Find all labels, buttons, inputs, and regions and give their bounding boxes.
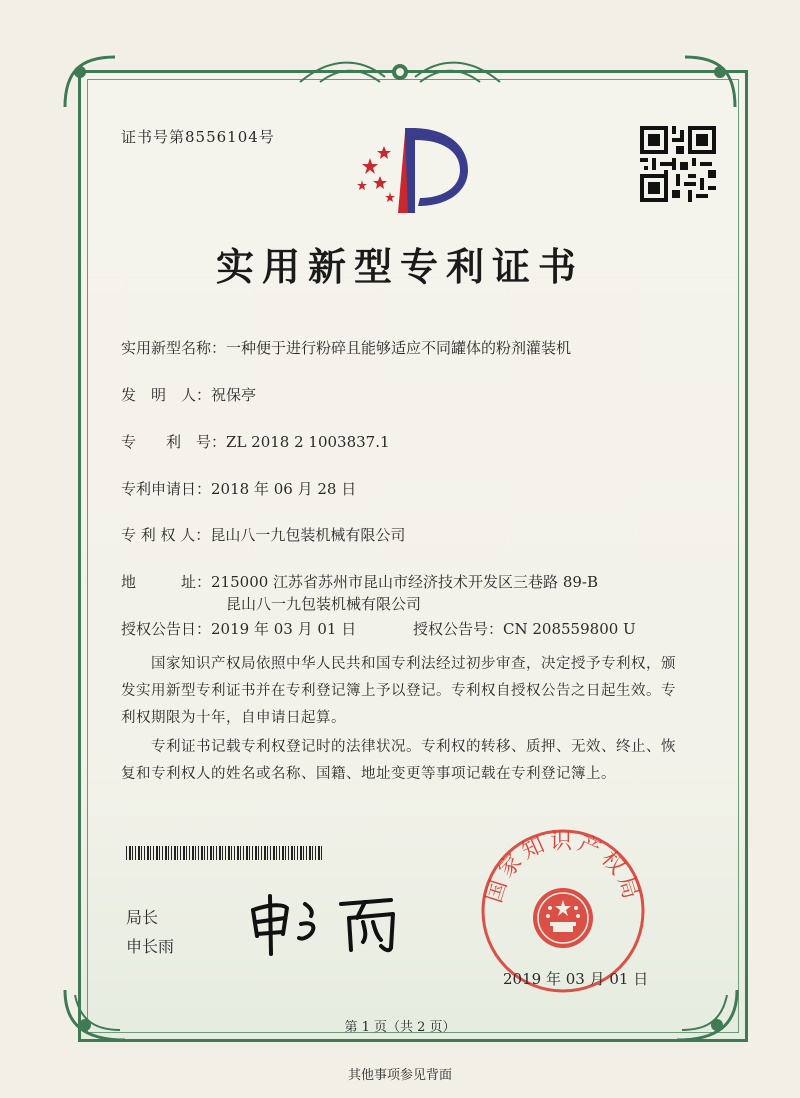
field-label: 授权公告日：	[121, 620, 212, 638]
svg-text:国家知识产权局: 国家知识产权局	[481, 829, 645, 906]
field-label: 发 明 人：	[121, 386, 212, 404]
barcode-icon	[126, 846, 322, 860]
field-value: ZL 2018 2 1003837.1	[226, 433, 390, 451]
corner-ornament-icon	[680, 52, 740, 112]
field-value: 祝保亭	[211, 386, 257, 404]
corner-ornament-icon	[672, 985, 742, 1045]
field-value: 一种便于进行粉碎且能够适应不同罐体的粉剂灌装机	[226, 339, 572, 357]
seal-date: 2019 年 03 月 01 日	[503, 970, 649, 988]
field-label: 专 利 号：	[121, 433, 227, 451]
grant-paragraph: 国家知识产权局依照中华人民共和国专利法经过初步审查，决定授予专利权，颁发实用新型专利证书并在专利登记簿上予以登记。专利权自授权公告之日起生效。专利权期限为十年，自申请日起算。	[121, 656, 676, 726]
back-note: 其他事项参见背面	[347, 1068, 452, 1083]
field-value: 2018 年 06 月 28 日	[211, 480, 357, 498]
legal-status-paragraph: 专利证书记载专利权登记时的法律状况。专利权的转移、质押、无效、终止、恢复和专利权人的姓名或名称、国籍、地址变更等事项记载在专利登记簿上。	[121, 739, 676, 782]
inventor-row	[121, 384, 256, 405]
handwritten-signature	[245, 888, 415, 958]
field-value: 2019 年 03 月 01 日	[211, 620, 357, 638]
corner-ornament-icon	[60, 985, 130, 1045]
patent-number-row	[121, 431, 390, 452]
corner-ornament-icon	[60, 52, 120, 112]
field-value: 215000 江苏省苏州市昆山市经济技术开发区三巷路 89-B	[211, 573, 598, 591]
page-number: 第 1 页（共 2 页）	[344, 1020, 456, 1035]
qr-code-icon	[640, 126, 716, 202]
grant-number-row	[413, 618, 636, 639]
field-label: 授权公告号：	[413, 620, 504, 638]
address-row	[121, 571, 598, 615]
field-label: 实用新型名称：	[121, 339, 227, 357]
grant-date-row	[121, 618, 356, 639]
field-label: 专利申请日：	[121, 480, 212, 498]
field-value-line2: 昆山八一九包装机械有限公司	[226, 595, 422, 613]
utility-model-name-row	[121, 337, 571, 358]
field-value: CN 208559800 U	[503, 620, 636, 638]
top-ornament-icon	[290, 52, 510, 92]
field-value: 昆山八一九包装机械有限公司	[210, 526, 406, 544]
filing-date-row	[121, 478, 356, 499]
certificate-number: 证书号第8556104号	[121, 128, 275, 146]
certificate-title: 实用新型专利证书	[215, 244, 584, 289]
signature-name: 申长雨	[126, 937, 175, 956]
national-emblem-icon	[533, 888, 593, 948]
patentee-row	[121, 524, 405, 545]
field-label: 地 址：	[121, 573, 212, 591]
field-label: 专 利 权 人：	[121, 526, 211, 544]
patent-logo-icon	[350, 118, 470, 218]
signature-title: 局长	[126, 908, 159, 927]
